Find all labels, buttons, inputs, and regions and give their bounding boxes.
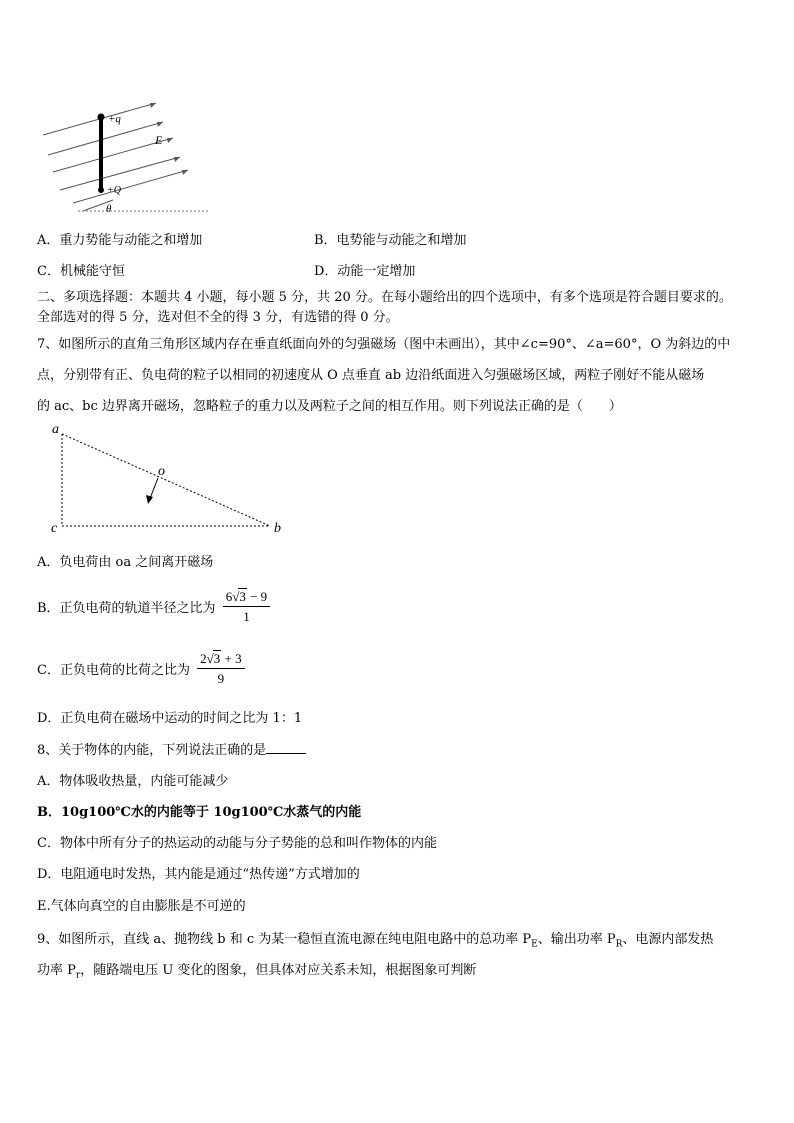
q7-option-d: D．正负电荷在磁场中运动的时间之比为 1：1 [37,711,303,726]
field-line [48,122,163,155]
section2-line2: 全部选对的得 5 分，选对但不全的得 3 分，有选错的得 0 分。 [37,310,399,325]
label-Q: +Q [107,185,121,196]
q7-stem-line3: 的 ac、bc 边界离开磁场，忽略粒子的重力以及两粒子之间的相互作用。则下列说法正确的是（ ） [37,399,622,414]
q7-option-b [37,588,270,625]
q8-option-c: C．物体中所有分子的热运动的动能与分子势能的总和叫作物体的内能 [37,836,437,851]
label-theta: θ [106,203,112,215]
arrow-head [150,103,156,108]
side-ab [62,434,270,526]
arrow-head [174,157,180,162]
q6-option-c: C．机械能守恒 [37,264,125,279]
vertex-a: a [52,422,59,437]
q7-option-c-fraction: $\frac{2√3 + 3}{9}$ [197,650,244,687]
q7-option-b-fraction: $\frac{6√3 - 9}{1}$ [223,588,270,625]
q9-stem-line1: 9、如图所示，直线 a、抛物线 b 和 c 为某一稳恒直流电源在纯电阻电路中的总功率 $P_E$、输出功率 $P_R$、电源内部发热 [37,932,714,950]
vertex-b: b [274,521,281,536]
field-line [73,170,188,203]
arrow-head [182,170,188,175]
q7-option-a: A．负电荷由 oa 之间离开磁场 [37,555,214,570]
q6-option-d: D．动能一定增加 [314,264,416,279]
q8-option-e: E.气体向真空的自由膨胀是不可逆的 [37,899,246,914]
q6-option-b: B．电势能与动能之和增加 [314,233,467,248]
q7-option-b-text: B．正负电荷的轨道半径之比为 [37,601,216,616]
field-rod-figure [38,100,213,215]
q8-option-a: A．物体吸收热量，内能可能减少 [37,774,229,789]
q8-stem: 8、关于物体的内能，下列说法正确的是 [37,739,306,758]
section2-line1: 二、多项选择题：本题共 4 小题，每小题 5 分，共 20 分。在每小题给出的四个选项中，有多个选项是符合题目要求的。 [37,290,732,305]
triangle-figure [45,420,295,542]
point-o: o [158,464,165,479]
q6-option-a: A．重力势能与动能之和增加 [37,233,203,248]
q7-stem-line2: 点，分别带有正、负电荷的粒子以相同的初速度从 O 点垂直 ab 边沿纸面进入匀强磁场区域，两粒子刚好不能从磁场 [37,368,705,383]
arrow-head [157,122,163,127]
label-E: E [155,133,163,147]
vertex-c: c [51,521,58,536]
q7-option-c-text: C．正负电荷的比荷之比为 [37,663,190,678]
q8-option-d: D．电阻通电时发热，其内能是通过“热传递”方式增加的 [37,867,360,882]
charge-Q [98,187,104,193]
answer-blank [266,741,306,754]
q7-option-c [37,650,245,687]
q7-stem-line1: 7、如图所示的直角三角形区域内存在垂直纸面向外的匀强磁场（图中未画出），其中∠c=90°、∠a=60°，O 为斜边的中 [37,337,731,352]
arrow-head [167,138,173,143]
charge-q [98,114,105,121]
q8-option-b: B．10g100℃水的内能等于 10g100℃水蒸气的内能 [37,805,362,820]
q9-stem-line2: 功率 $P_r$，随路端电压 U 变化的图象，但具体对应关系未知，根据图象可判断 [37,963,477,981]
velocity-arrow-head [146,495,153,504]
label-q: +q [108,113,121,125]
